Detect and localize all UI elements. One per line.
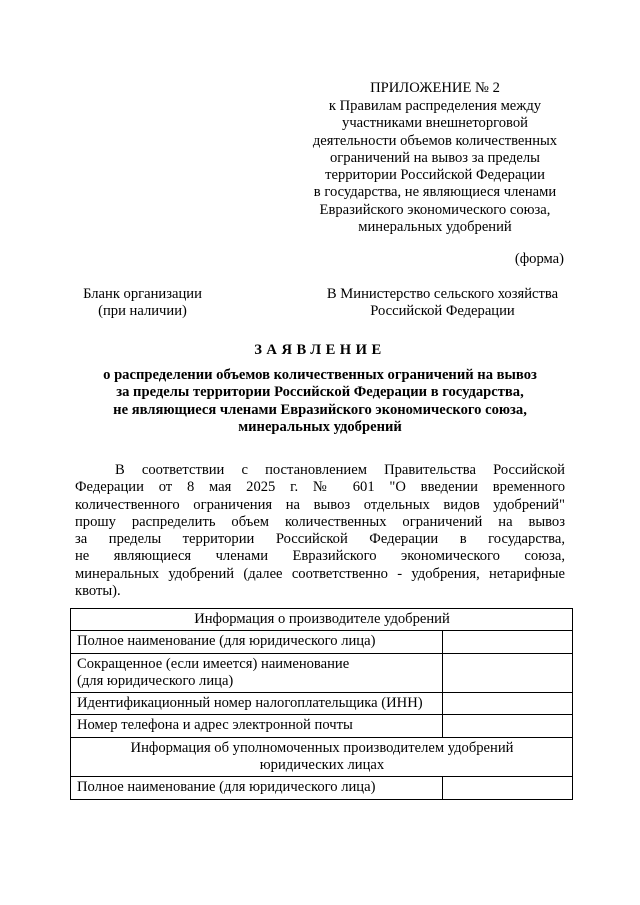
appendix-line: территории Российской Федерации	[325, 167, 545, 184]
table-row	[71, 653, 573, 693]
appendix-line: ограничений на вывоз за пределы	[330, 149, 540, 166]
appendix-line: Евразийского экономического союза,	[319, 201, 551, 218]
request-paragraph: В соответствии с постановлением Правительства Российской Федерации от 8 мая 2025 г. № 601 "О введении временного количественного ограничения на вывоз отдельных видов удобрений" прошу распределить объем количественных ограничений на вывоз за пределы территории Российской Федерации в государства, не являющиеся членами Евразийского экономического союза, минеральных удобрений (далее соответственно - удобрения, нетарифные квоты).	[75, 462, 565, 600]
organization-letterhead-note: Бланк организации (при наличии)	[83, 286, 202, 320]
field-label-contacts: Номер телефона и адрес электронной почты	[71, 715, 443, 737]
appendix-line: минеральных удобрений	[358, 219, 512, 236]
table-row	[71, 693, 573, 715]
appendix-title: ПРИЛОЖЕНИЕ № 2	[370, 80, 500, 96]
table-section-header	[71, 737, 573, 777]
appendix-line: участниками внешнеторговой	[342, 115, 528, 132]
table-row	[71, 631, 573, 653]
field-label-short-name: Сокращенное (если имеется) наименование (для юридического лица)	[71, 653, 443, 693]
field-label-inn: Идентификационный номер налогоплательщика (ИНН)	[71, 693, 443, 715]
section-producer-info: Информация о производителе удобрений	[71, 609, 573, 631]
field-value-inn[interactable]	[443, 693, 573, 715]
field-value-entity-full-name[interactable]	[443, 777, 573, 799]
field-label-full-name: Полное наименование (для юридического лица)	[71, 631, 443, 653]
document-title: ЗАЯВЛЕНИЕ	[254, 342, 386, 358]
table-row	[71, 715, 573, 737]
recipient-ministry: В Министерство сельского хозяйства Российской Федерации	[326, 286, 559, 320]
section-authorized-entities: Информация об уполномоченных производителем удобрений юридических лицах	[71, 737, 573, 777]
producer-info-table	[70, 608, 573, 800]
appendix-reference	[300, 98, 570, 236]
field-value-contacts[interactable]	[443, 715, 573, 737]
appendix-line: в государства, не являющиеся членами	[313, 184, 557, 201]
form-label: (форма)	[514, 251, 564, 267]
document-subtitle: о распределении объемов количественных ограничений на вывоз за пределы территории Российской Федерации в государства, не являющиеся членами Евразийского экономического союза, минеральных удобрений	[103, 367, 537, 435]
appendix-line: деятельности объемов количественных	[312, 132, 558, 149]
table-row	[71, 777, 573, 799]
appendix-line: к Правилам распределения между	[328, 98, 542, 114]
field-label-entity-full-name: Полное наименование (для юридического лица)	[71, 777, 443, 799]
field-value-short-name[interactable]	[443, 653, 573, 693]
table-section-header	[71, 609, 573, 631]
field-value-full-name[interactable]	[443, 631, 573, 653]
